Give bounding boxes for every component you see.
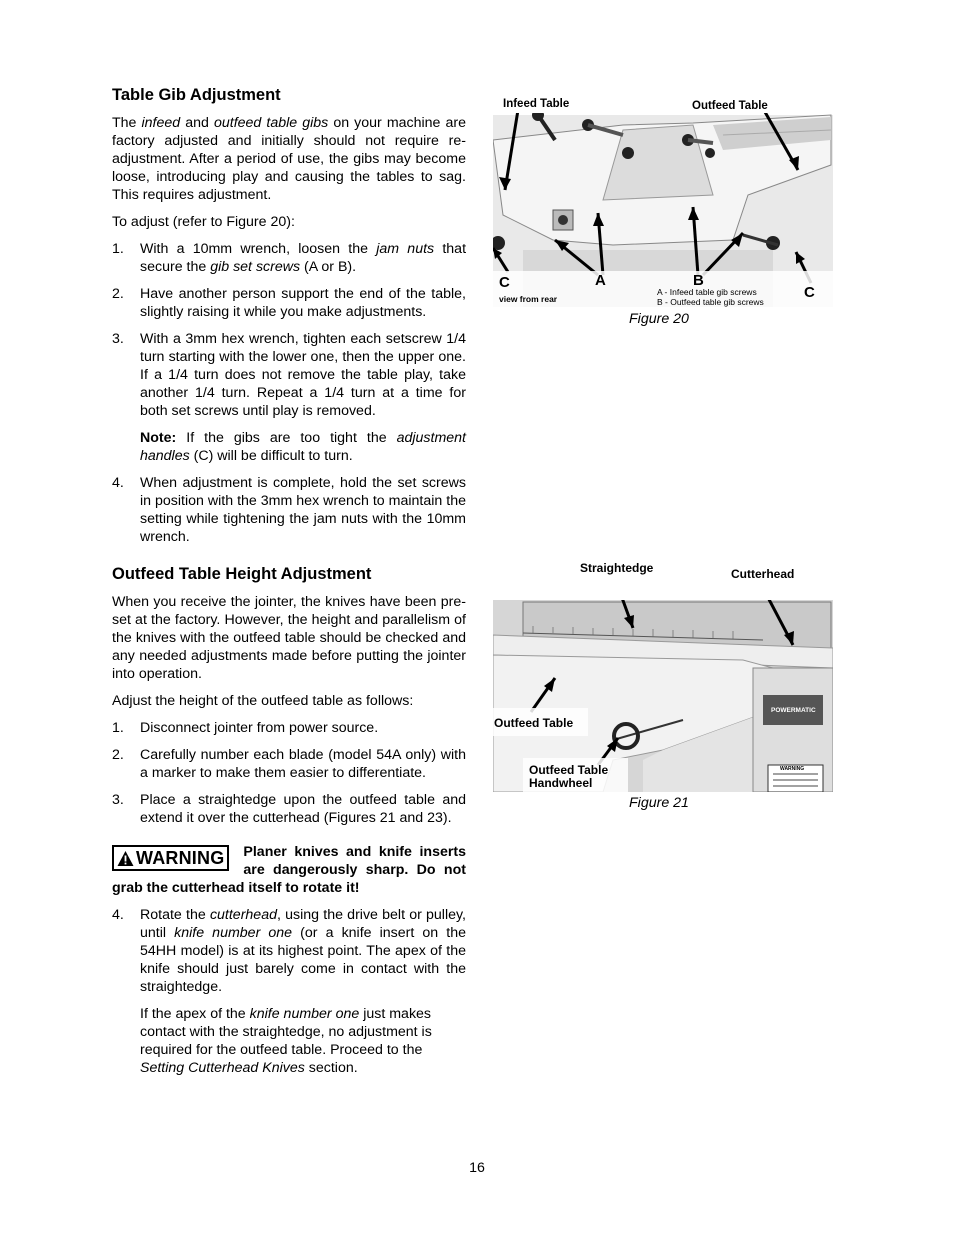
gib-to-adjust: To adjust (refer to Figure 20): <box>112 214 295 230</box>
label-c-left: C <box>499 274 510 291</box>
section-title-gib: Table Gib Adjustment <box>112 86 281 104</box>
figure-20 <box>493 95 833 307</box>
section-title-outfeed: Outfeed Table Height Adjustment <box>112 565 372 583</box>
figure-20-photo <box>493 95 833 307</box>
list-item: 3. With a 3mm hex wrench, tighten each setscrew 1/4 turn starting with the lower one, then the upper one. If a 1/4 turn does not remove the table play, take another 1/4 turn. Repeat a 1/4 turn at a time for both set screws until play is removed. Note: If the gibs are too tight the adjustment handles (C) will be difficult to turn. <box>112 331 466 464</box>
label-outfeed-handwheel-line2: Handwheel <box>529 776 593 790</box>
figure-20-caption: Figure 20 <box>629 311 689 327</box>
label-c-right: C <box>804 284 815 301</box>
list-item: 4. Rotate the cutterhead, using the drive belt or pulley, until knife number one (or a knife insert on the 54HH model) is at its highest point. The apex of the knife should just barely come in contact with the straightedge. If the apex of the knife number one just makes contact with the straightedge, no adjustment is required for the outfeed table. Proceed to the Setting Cutterhead Knives section. <box>112 907 467 1076</box>
list-item: 1. Disconnect jointer from power source. <box>112 720 379 736</box>
label-cutterhead: Cutterhead <box>731 567 795 581</box>
label-view-from-rear: view from rear <box>499 294 558 304</box>
label-straightedge: Straightedge <box>580 561 654 575</box>
warning-text: Planer knives and knife inserts are dangerously sharp. Do not grab the cutterhead itself to rotate it! <box>112 844 466 896</box>
list-item: 1. With a 10mm wrench, loosen the jam nuts that secure the gib set screws (A or B). <box>112 241 467 275</box>
label-outfeed-handwheel-line1: Outfeed Table <box>529 763 609 777</box>
warning-plate: WARNING <box>780 766 805 772</box>
legend-a: A - Infeed table gib screws <box>657 287 757 297</box>
list-item: 4. When adjustment is complete, hold the set screws in position with the 3mm hex wrench to maintain the setting while tightening the jam nuts with the 10mm wrench. <box>112 475 466 545</box>
label-outfeed-table: Outfeed Table <box>494 716 574 730</box>
figure-21-caption: Figure 21 <box>629 795 689 811</box>
page-number: 16 <box>469 1160 485 1176</box>
warning-block <box>112 843 466 897</box>
powermatic-logo: POWERMATIC <box>771 707 816 714</box>
list-item: 2. Have another person support the end of the table, slightly raising it while you make adjustments. <box>112 286 466 320</box>
gib-intro: The infeed and outfeed table gibs on your machine are factory adjusted and initially should not require re-adjustment. After a period of use, the gibs may become loose, introducing play and causing the tables to sag. This requires adjustment. <box>112 115 467 203</box>
label-b: B <box>693 272 704 289</box>
figure-21-photo <box>493 560 833 792</box>
warning-label: WARNING <box>112 845 229 871</box>
label-outfeed-table: Outfeed Table <box>692 100 768 112</box>
note: Note: If the gibs are too tight the adjustment handles (C) will be difficult to turn. <box>140 430 466 464</box>
outfeed-intro: When you receive the jointer, the knives have been pre-set at the factory. However, the height and parallelism of the knives with the outfeed table should be checked and any needed adjustments made before putting the jointer into operation. <box>112 594 466 682</box>
label-a: A <box>595 272 606 289</box>
figure-21 <box>493 560 833 792</box>
legend-b: B - Outfeed table gib screws <box>657 297 764 307</box>
left-column <box>112 85 466 1086</box>
warning-triangle-icon <box>117 850 134 867</box>
list-item: 2. Carefully number each blade (model 54A only) with a marker to make them easier to differentiate. <box>112 747 466 781</box>
list-item: 3. Place a straightedge upon the outfeed table and extend it over the cutterhead (Figures 21 and 23). <box>112 792 466 826</box>
outfeed-adjust: Adjust the height of the outfeed table as follows: <box>112 693 414 709</box>
label-infeed-table: Infeed Table <box>503 98 570 110</box>
